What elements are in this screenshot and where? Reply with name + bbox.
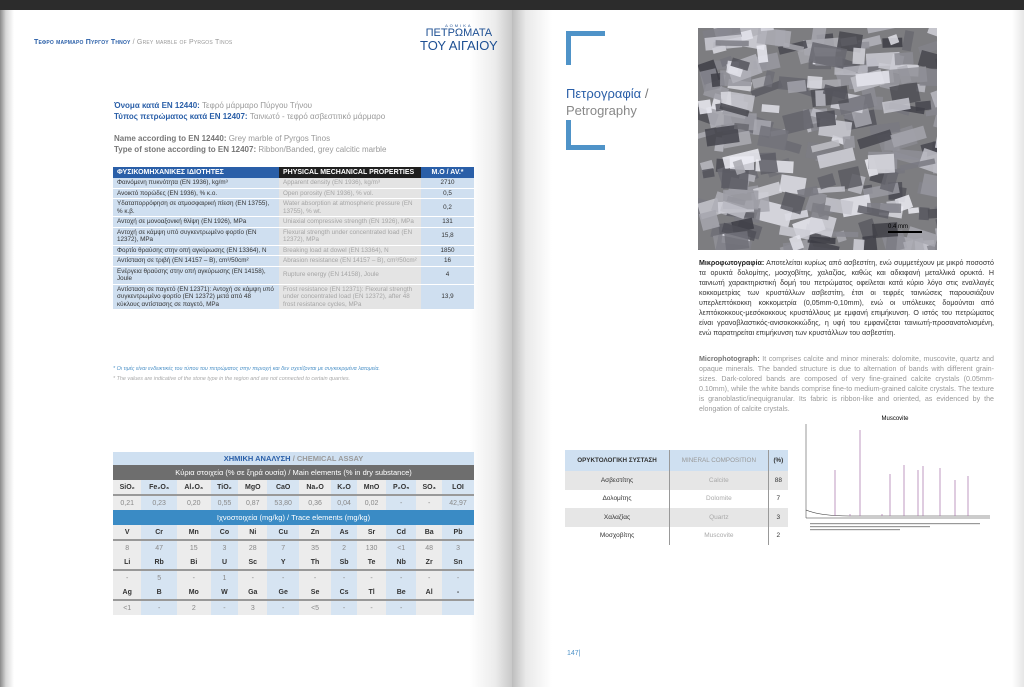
header-gr: ΦΥΣΙΚΟΜΗΧΑΝΙΚΕΣ ΙΔΙΟΤΗΤΕΣ — [113, 167, 279, 178]
running-head: Τεφρο μαρμαρο Πυργου Τηνου / Grey marble of Pyrgos Tinos — [34, 39, 233, 46]
publisher-logo: ΔΟΜΙΚΑ ΠΕΤΡΩΜΑΤΑ ΤΟΥ ΑΙΓΑΙΟΥ — [420, 23, 498, 53]
element-symbol: Sr — [357, 525, 386, 540]
element-symbol: Th — [299, 555, 331, 570]
property-row — [113, 199, 474, 217]
property-gr: Αντίσταση σε παγετό (EN 12371): Αντοχή σε κάμψη υπό συγκεντρωμένο φορτίο (EN 12372) μετά από 48 κύκλους αντίστασης σε παγετό, MPa — [113, 284, 279, 310]
element-value: 42,97 — [442, 495, 474, 510]
element-symbol: Ni — [238, 525, 267, 540]
element-value: - — [177, 570, 211, 585]
header-value: M.O / AV.* — [421, 167, 474, 178]
element-value: 3 — [211, 540, 239, 555]
scale-bar: 0.4 mm — [888, 224, 922, 233]
table-notes: * Οι τιμές είναι ενδεικτικές του τύπου του πετρώματος στην περιοχή και δεν σχετίζονται με συγκεκριμένα λατομεία. * The values are indicative of the stone type in the region and are not connected to certain quarries. — [113, 366, 380, 382]
element-value: 0,04 — [331, 495, 357, 510]
bracket-decoration — [566, 31, 605, 65]
element-symbol: Co — [211, 525, 239, 540]
element-symbol: Cs — [331, 585, 357, 600]
element-symbols-row — [113, 555, 474, 570]
page-number: 147| — [567, 650, 581, 657]
element-symbol: Tl — [357, 585, 386, 600]
element-values-row — [113, 600, 474, 615]
property-gr: Αντίσταση σε τριβή (EN 14157 – B), cm³/50cm² — [113, 256, 279, 267]
element-symbol: Cd — [386, 525, 416, 540]
element-value: - — [386, 570, 416, 585]
mineral-percent: 2 — [768, 527, 788, 546]
element-value: - — [267, 600, 299, 615]
element-symbols-row — [113, 525, 474, 540]
element-symbol: As — [331, 525, 357, 540]
mineral-name-gr: Χαλαζίας — [565, 508, 670, 527]
element-value: - — [386, 600, 416, 615]
xrd-legend — [810, 523, 980, 530]
element-value: 3 — [238, 600, 267, 615]
property-en: Rupture energy (EN 14158), Joule — [279, 266, 421, 284]
element-symbol: P₂O₅ — [386, 480, 416, 495]
property-row — [113, 256, 474, 267]
element-symbol: Nb — [386, 555, 416, 570]
element-symbol: Zn — [299, 525, 331, 540]
property-row — [113, 178, 474, 188]
element-symbol: U — [211, 555, 239, 570]
english-names: Name according to EN 12440: Grey marble of Pyrgos Tinos Type of stone according to EN 12407: Ribbon/Banded, grey calcitic marble — [114, 134, 387, 154]
property-value: 16 — [421, 256, 474, 267]
section-title: Πετρογραφία / Petrography — [566, 86, 649, 118]
right-page — [512, 10, 1024, 687]
property-en: Apparent density (EN 1936), kg/m³ — [279, 178, 421, 188]
element-symbol: SiO₂ — [113, 480, 141, 495]
property-en: Abrasion resistance (EN 14157 – B), cm³/50cm² — [279, 256, 421, 267]
property-value: 131 — [421, 217, 474, 228]
property-value: 2710 — [421, 178, 474, 188]
property-value: 4 — [421, 266, 474, 284]
element-symbol: Fe₂O₃ — [141, 480, 177, 495]
element-values-row — [113, 540, 474, 555]
chemical-assay-table — [113, 452, 474, 615]
element-value: 0,20 — [177, 495, 211, 510]
element-symbol: Ga — [238, 585, 267, 600]
property-en: Frost resistance (EN 12371): Flexural strength under concentrated load (EN 12372), after 48 frost resistance cycles, MPa — [279, 284, 421, 310]
element-values-row — [113, 570, 474, 585]
property-en: Uniaxial compressive strength (EN 1926), MPa — [279, 217, 421, 228]
mineral-row — [565, 527, 788, 546]
element-symbol: Mo — [177, 585, 211, 600]
element-value: - — [416, 495, 442, 510]
element-symbol: CaO — [267, 480, 299, 495]
element-symbols-row — [113, 585, 474, 600]
property-en: Open porosity (EN 1936), % vol. — [279, 188, 421, 199]
property-value: 13,9 — [421, 284, 474, 310]
element-symbol: Be — [386, 585, 416, 600]
description-greek: Μικροφωτογραφία: Αποτελείται κυρίως από ασβεστίτη, ενώ συμμετέχουν με μικρό ποσοστό τα ορυκτά δολομίτης, μοσχοβίτης, χαλαζίας, καθώς και αδιαφανή μεταλλικά ορυκτά. Η ταινιωτή χαρακτηριστική δομή του πετρώματος οφείλεται κατά κύριο λόγο στις εναλλαγές κοκκομετρίας των κρυστάλλων ασβεστίτη, έτσι οι τεφρές ταινιώσεις παρουσιάζουν υπερλεπτόκοκκη κοκκομετρία (0,05mm-0,10mm), ενώ οι υπόλευκες δομούνται από λεπτόκοκκους-μεσόκοκκους κρυστάλλους με εμφανή επιμήκυνση. Ο ιστός του πετρώματος είναι γρανοβλαστικός-ανισοκοκκώδης, η υφή του εμφανίζεται ταινιωτή-προσανατολισμένη, ενώ παρατηρείται επιμήκυνση των κρυστάλλων του ασβεστίτη. — [699, 259, 994, 337]
mineral-composition-table — [565, 450, 788, 545]
element-value: <1 — [386, 540, 416, 555]
trace-elements-header: Ιχνοστοιχεία (mg/kg) / Trace elements (mg/kg) — [113, 510, 474, 525]
property-value: 0,2 — [421, 199, 474, 217]
element-symbol: Na₂O — [299, 480, 331, 495]
element-symbol: SO₃ — [416, 480, 442, 495]
element-value: <5 — [299, 600, 331, 615]
element-value: - — [141, 600, 177, 615]
element-symbol: Sn — [442, 555, 474, 570]
mineral-name-en: Calcite — [670, 471, 769, 490]
element-value: - — [357, 570, 386, 585]
element-value: <1 — [113, 600, 141, 615]
element-symbol: Rb — [141, 555, 177, 570]
element-value: - — [442, 570, 474, 585]
greek-names: Όνομα κατά EN 12440: Τεφρό μάρμαρο Πύργου Τήνου Τύπος πετρώματος κατά EN 12407: Ταινιωτό - τεφρό ασβεστιτικό μάρμαρο — [114, 101, 386, 121]
mineral-row — [565, 490, 788, 509]
element-value: - — [386, 495, 416, 510]
header-percent: (%) — [768, 450, 788, 471]
element-symbol: Sc — [238, 555, 267, 570]
element-value: 8 — [113, 540, 141, 555]
element-value — [442, 600, 474, 615]
element-value: 48 — [416, 540, 442, 555]
element-value: 1 — [211, 570, 239, 585]
main-elements-header: Κύρια στοιχεία (% σε ξηρά ουσία) / Main elements (% in dry substance) — [113, 465, 474, 480]
property-gr: Ενέργεια θραύσης στην οπή αγκύρωσης (EN 14158), Joule — [113, 266, 279, 284]
element-value: 0,87 — [238, 495, 267, 510]
xrd-baseline — [806, 510, 990, 516]
property-gr: Φαινόμενη πυκνότητα (EN 1936), kg/m³ — [113, 178, 279, 188]
element-symbol: B — [141, 585, 177, 600]
element-symbol: K₂O — [331, 480, 357, 495]
element-symbol: Y — [267, 555, 299, 570]
element-symbol: TiO₂ — [211, 480, 239, 495]
element-value: 47 — [141, 540, 177, 555]
element-symbol: Ba — [416, 525, 442, 540]
bracket-decoration — [566, 120, 605, 150]
element-value: 28 — [238, 540, 267, 555]
element-value: - — [357, 600, 386, 615]
element-symbol: Bi — [177, 555, 211, 570]
element-symbols-row — [113, 480, 474, 495]
mineral-name-en: Muscovite — [670, 527, 769, 546]
element-value: - — [331, 600, 357, 615]
properties-table — [113, 167, 474, 310]
element-symbol: V — [113, 525, 141, 540]
element-value: 3 — [442, 540, 474, 555]
element-symbol: Al — [416, 585, 442, 600]
element-value: - — [331, 570, 357, 585]
property-value: 0,5 — [421, 188, 474, 199]
element-value: 0,36 — [299, 495, 331, 510]
element-symbol: Cu — [267, 525, 299, 540]
property-gr: Υδαταπορρόφηση σε ατμοσφαιρική πίεση (EN 13755), % κ.β. — [113, 199, 279, 217]
element-value: 0,02 — [357, 495, 386, 510]
element-symbol: Te — [357, 555, 386, 570]
mineral-percent: 88 — [768, 471, 788, 490]
element-value: - — [416, 570, 442, 585]
chemical-title: ΧΗΜΙΚΗ ΑΝΑΛΥΣΗ / CHEMICAL ASSAY — [113, 452, 474, 465]
element-value: 5 — [141, 570, 177, 585]
mineral-name-en: Dolomite — [670, 490, 769, 509]
mineral-row — [565, 471, 788, 490]
element-value: - — [211, 600, 239, 615]
element-symbol: Sb — [331, 555, 357, 570]
mineral-name-gr: Δολομίτης — [602, 495, 632, 503]
mineral-row — [565, 508, 788, 527]
property-en: Flexural strength under concentrated load (EN 12372), MPa — [279, 227, 421, 245]
element-value: - — [238, 570, 267, 585]
element-value: - — [299, 570, 331, 585]
microphotograph-image — [698, 28, 937, 250]
mineral-name-gr: Μοσχοβίτης — [599, 532, 635, 540]
xrd-diffractogram — [790, 410, 1000, 535]
element-symbol: Li — [113, 555, 141, 570]
mineral-percent: 7 — [768, 490, 788, 509]
element-value: - — [113, 570, 141, 585]
mineral-name-en: Quartz — [670, 508, 769, 527]
property-row — [113, 227, 474, 245]
element-symbol: Al₂O₃ — [177, 480, 211, 495]
element-symbol: Zr — [416, 555, 442, 570]
header-gr: ΟΡΥΚΤΟΛΟΓΙΚΗ ΣΥΣΤΑΣΗ — [565, 450, 670, 471]
property-gr: Αντοχή σε κάμψη υπό συγκεντρωμένο φορτίο (EN 12372), MPa — [113, 227, 279, 245]
element-symbol: Pb — [442, 525, 474, 540]
property-row — [113, 188, 474, 199]
element-value: 53,80 — [267, 495, 299, 510]
element-value — [416, 600, 442, 615]
element-value: 7 — [267, 540, 299, 555]
property-gr: Αντοχή σε μονοαξονική θλίψη (EN 1926), MPa — [113, 217, 279, 228]
element-value: 2 — [177, 600, 211, 615]
property-gr: Ανοικτό πορώδες (EN 1936), % κ.ο. — [113, 188, 279, 199]
element-symbol: LOI — [442, 480, 474, 495]
property-en: Breaking load at dowel (EN 13364), N — [279, 245, 421, 256]
element-symbol: - — [442, 585, 474, 600]
element-symbol: W — [211, 585, 239, 600]
element-symbol: Mn — [177, 525, 211, 540]
element-symbol: Se — [299, 585, 331, 600]
property-value: 1850 — [421, 245, 474, 256]
property-value: 15,8 — [421, 227, 474, 245]
element-value: - — [267, 570, 299, 585]
property-row — [113, 217, 474, 228]
element-value: 0,55 — [211, 495, 239, 510]
element-symbol: Ge — [267, 585, 299, 600]
header-en: PHYSICAL MECHANICAL PROPERTIES — [279, 167, 421, 178]
property-en: Water absorption at atmospheric pressure (EN 13755), % wt. — [279, 199, 421, 217]
element-symbol: MgO — [238, 480, 267, 495]
left-page — [0, 10, 512, 687]
element-values-row — [113, 495, 474, 510]
element-symbol: MnO — [357, 480, 386, 495]
header-en: MINERAL COMPOSITION — [670, 450, 769, 471]
element-value: 15 — [177, 540, 211, 555]
element-symbol: Ag — [113, 585, 141, 600]
property-gr: Φορτίο θραύσης στην οπή αγκύρωσης (EN 13364), N — [113, 245, 279, 256]
property-row — [113, 245, 474, 256]
element-value: 130 — [357, 540, 386, 555]
property-row — [113, 266, 474, 284]
mineral-name-gr: Ασβεστίτης — [565, 471, 670, 490]
element-value: 0,23 — [141, 495, 177, 510]
description-english: Microphotograph: It comprises calcite and minor minerals: dolomite, muscovite, quartz and opaque minerals. The banded structure is due to alternation of bands with different grain-sizes. Dark-colored bands are composed of very fine-grained calcite crystals (0.05mm-0.10mm), while the white bands comprise fine-to medium-grained calcite crystals. The texture is granoblastic/inequigranular. Its fabric is ribbon-like and oriented, as evidenced by the elongation of calcite crystals. — [699, 355, 994, 413]
property-row — [113, 284, 474, 310]
element-value: 0,21 — [113, 495, 141, 510]
element-value: 2 — [331, 540, 357, 555]
xrd-title: Muscovite — [881, 416, 909, 422]
element-value: 35 — [299, 540, 331, 555]
mineral-percent: 3 — [768, 508, 788, 527]
element-symbol: Cr — [141, 525, 177, 540]
